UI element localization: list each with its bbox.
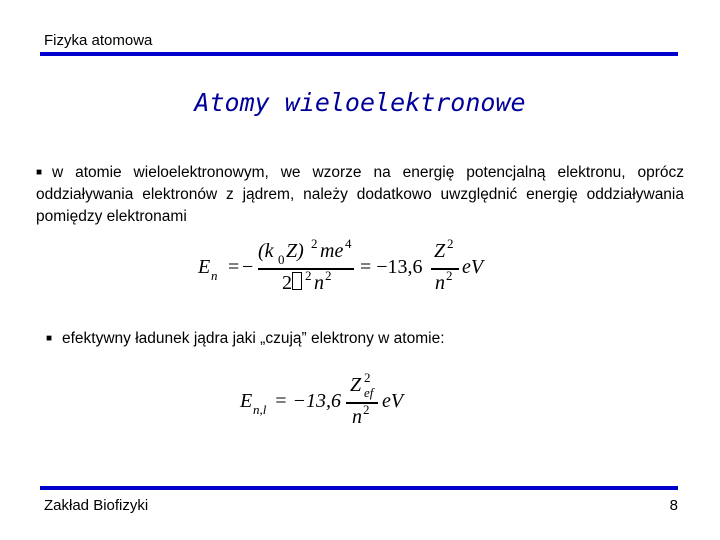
equation-1 — [198, 238, 498, 300]
eq1-fraction2-line — [431, 268, 459, 270]
slide-title: Atomy wieloelektronowe — [194, 88, 526, 117]
eq1-den-sup: 2 — [305, 268, 312, 283]
eq2-num: Z — [350, 374, 362, 396]
eq2-den-sup: 2 — [363, 402, 370, 417]
eq2-lhs-sub: n,l — [253, 402, 267, 417]
bullet-paragraph-2 — [46, 328, 694, 350]
eq1-num-sub: 0 — [278, 252, 285, 267]
footer-institution: Zakład Biofizyki — [44, 497, 149, 514]
eq1-den-n-sup: 2 — [325, 268, 332, 283]
eq1-num-start: (k — [258, 240, 274, 262]
eq1-num-sup: 2 — [311, 236, 318, 251]
eq1-frac2-num-sup: 2 — [447, 236, 454, 251]
eq1-num-mid: Z) — [286, 240, 304, 262]
header-title: Fizyka atomowa — [44, 32, 153, 49]
eq1-num-end-sup: 4 — [345, 236, 352, 251]
eq1-den-missing-glyph — [292, 272, 302, 290]
equation-2 — [240, 372, 440, 434]
eq1-num-end: me — [320, 240, 344, 262]
eq2-fraction-line — [346, 402, 378, 404]
eq1-mid: = −13,6 — [360, 256, 423, 278]
bullet-2-text: efektywny ładunek jądra jaki „czują” elektrony w atomie: — [62, 330, 445, 347]
eq1-den-start: 2 — [282, 272, 292, 294]
eq2-mid: = −13,6 — [274, 390, 341, 412]
eq1-den-n: n — [314, 272, 324, 294]
eq1-equals: = — [228, 256, 240, 278]
footer-rule — [40, 486, 678, 490]
eq1-lhs: E — [198, 256, 211, 278]
eq1-frac2-num: Z — [434, 240, 446, 262]
bullet-square-icon: ■ — [46, 333, 53, 344]
bullet-square-icon: ■ — [36, 167, 43, 178]
bullet-paragraph-1 — [36, 162, 684, 228]
eq2-lhs: E — [240, 390, 253, 412]
eq2-num-sub: ef — [364, 385, 374, 400]
eq2-unit: eV — [382, 390, 404, 412]
eq1-unit: eV — [462, 256, 484, 278]
header-rule — [40, 52, 678, 56]
eq1-minus: − — [242, 256, 254, 278]
page-number: 8 — [669, 497, 678, 514]
eq1-frac2-den: n — [435, 272, 445, 294]
eq2-num-sup: 2 — [364, 370, 371, 385]
eq2-den: n — [352, 406, 362, 428]
eq1-frac2-den-sup: 2 — [446, 268, 453, 283]
bullet-1-text: w atomie wieloelektronowym, we wzorze na energię potencjalną elektronu, oprócz oddziaływania elektronów z jądrem, należy dodatkowo uwzględnić energię oddziaływania pomiędzy elektronami — [36, 164, 684, 225]
eq1-lhs-sub: n — [211, 268, 218, 283]
